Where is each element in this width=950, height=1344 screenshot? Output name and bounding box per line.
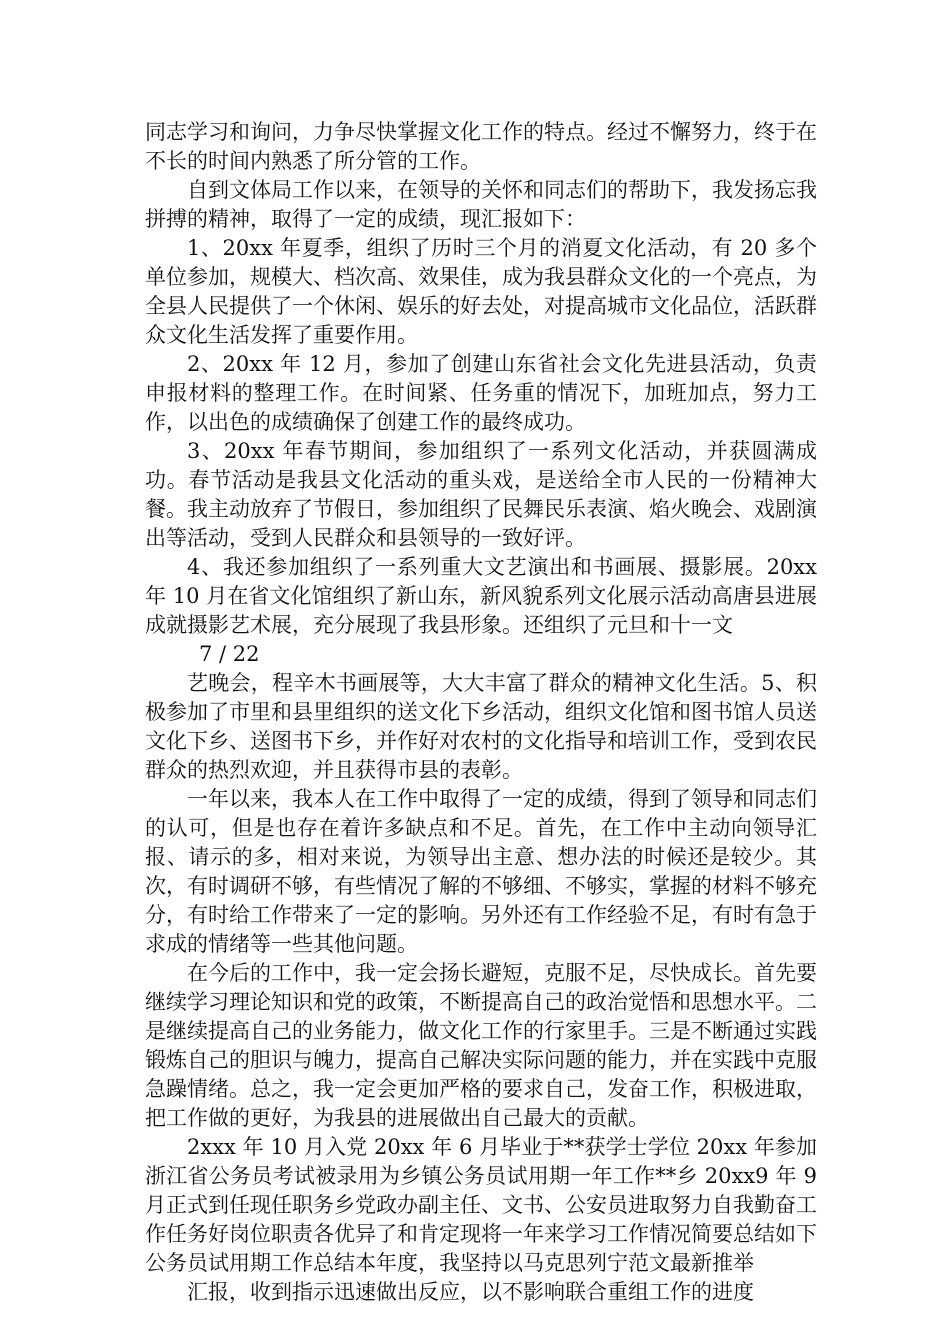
paragraph-9: 在今后的工作中，我一定会扬长避短，克服不足，尽快成长。首先要继续学习理论知识和党的政策，不断提高自己的政治觉悟和思想水平。二是继续提高自己的业务能力，做文化工作的行家里手。三是不断通过实践锻炼自己的胆识与魄力，提高自己解决实际问题的能力，并在实践中克服急躁情绪。总之，我一定会更加严格的要求自己，发奋工作，积极进取，把工作做的更好，为我县的进展做出自己最大的贡献。 <box>145 961 817 1130</box>
paragraph-11: 汇报，收到指示迅速做出反应，以不影响联合重组工作的进度 <box>187 1280 754 1304</box>
paragraph-1: 同志学习和询问，力争尽快掌握文化工作的特点。经过不懈努力，终于在不长的时间内熟悉了所分管的工作。 <box>145 120 817 173</box>
paragraph-7: 艺晚会，程辛木书画展等，大大丰富了群众的精神文化生活。5、积极参加了市里和县里组织的送文化下乡活动，组织文化馆和图书馆人员送文化下乡、送图书下乡，并作好对农村的文化指导和培训工作，受到农民群众的热烈欢迎，并且获得市县的表彰。 <box>145 671 817 782</box>
document-page <box>145 118 817 1307</box>
paragraph-4: 2、20xx 年 12 月，参加了创建山东省社会文化先进县活动，负责申报材料的整理工作。在时间紧、任务重的情况下，加班加点，努力工作，以出色的成绩确保了创建工作的最终成功。 <box>145 352 817 434</box>
paragraph-5: 3、20xx 年春节期间，参加组织了一系列文化活动，并获圆满成功。春节活动是我县文化活动的重头戏，是送给全市人民的一份精神大餐。我主动放弃了节假日，参加组织了民舞民乐表演、焰火晚会、戏剧演出等活动，受到人民群众和县领导的一致好评。 <box>145 439 817 550</box>
page-number: 7 / 22 <box>199 642 260 666</box>
paragraph-3: 1、20xx 年夏季，组织了历时三个月的消夏文化活动，有 20 多个单位参加，规模大、档次高、效果佳，成为我县群众文化的一个亮点，为全县人民提供了一个休闲、娱乐的好去处，对提高城市文化品位，活跃群众文化生活发挥了重要作用。 <box>145 236 817 347</box>
paragraph-8: 一年以来，我本人在工作中取得了一定的成绩，得到了领导和同志们的认可，但是也存在着许多缺点和不足。首先，在工作中主动向领导汇报、请示的多，相对来说，为领导出主意、想办法的时候还是较少。其次，有时调研不够，有些情况了解的不够细、不够实，掌握的材料不够充分，有时给工作带来了一定的影响。另外还有工作经验不足，有时有急于求成的情绪等一些其他问题。 <box>145 787 817 956</box>
paragraph-10: 2xxx 年 10 月入党 20xx 年 6 月毕业于**获学士学位 20xx 年参加浙江省公务员考试被录用为乡镇公务员试用期一年工作**乡 20xx9 年 9 月正式到任现任职务乡党政办副主任、文书、公安员进取努力自我勤奋工作任务好岗位职责各优异了和肯定现将一年来学习工作情况简要总结如下公务员试用期工作总结本年度，我坚持以马克思列宁范文最新推举 <box>145 1135 817 1275</box>
paragraph-6: 4、我还参加组织了一系列重大文艺演出和书画展、摄影展。20xx 年 10 月在省文化馆组织了新山东，新风貌系列文化展示活动高唐县进展成就摄影艺术展，充分展现了我县形象。还组织了元旦和十一文 <box>145 555 817 637</box>
paragraph-2: 自到文体局工作以来，在领导的关怀和同志们的帮助下，我发扬忘我拼搏的精神，取得了一定的成绩，现汇报如下： <box>145 178 817 231</box>
